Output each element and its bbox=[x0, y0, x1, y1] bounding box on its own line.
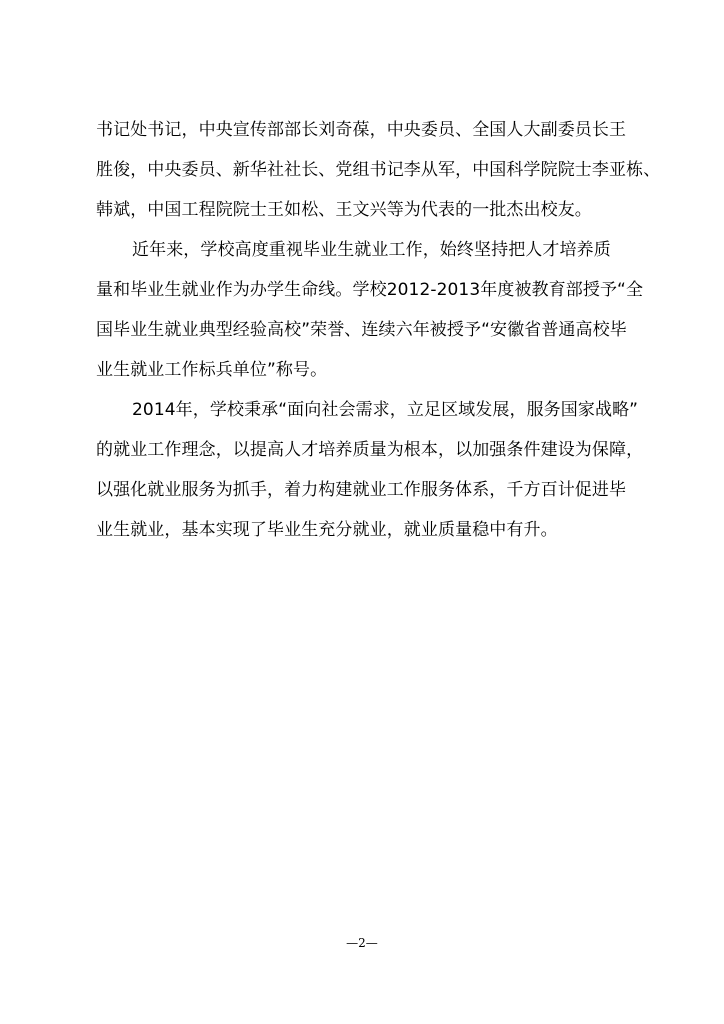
text-line: 的就业工作理念，以提高人才培养质量为根本，以加强条件建设为保障， bbox=[96, 440, 644, 460]
document-body bbox=[96, 110, 661, 550]
text-line: 业生就业工作标兵单位”称号。 bbox=[96, 360, 328, 380]
paragraph-employment-priority bbox=[96, 230, 644, 390]
text-line: 国毕业生就业典型经验高校”荣誉、连续六年被授予“安徽省普通高校毕 bbox=[96, 320, 627, 340]
page-number: —2— bbox=[346, 936, 378, 950]
text-line: 以强化就业服务为抓手，着力构建就业工作服务体系，千方百计促进毕 bbox=[96, 480, 627, 500]
paragraph-alumni bbox=[96, 110, 661, 230]
text-line: 量和毕业生就业作为办学生命线。学校2012-2013年度被教育部授予“全 bbox=[96, 280, 644, 300]
text-line: 近年来，学校高度重视毕业生就业工作，始终坚持把人才培养质 bbox=[132, 240, 611, 260]
text-line: 胜俊，中央委员、新华社社长、党组书记李从军，中国科学院院士李亚栋、 bbox=[96, 160, 661, 180]
text-line: 业生就业，基本实现了毕业生充分就业，就业质量稳中有升。 bbox=[96, 520, 558, 540]
text-line: 2014年，学校秉承“面向社会需求，立足区域发展，服务国家战略” bbox=[132, 400, 639, 420]
text-line: 韩斌，中国工程院院士王如松、王文兴等为代表的一批杰出校友。 bbox=[96, 200, 592, 220]
text-line: 书记处书记，中央宣传部部长刘奇葆，中央委员、全国人大副委员长王 bbox=[96, 120, 627, 140]
paragraph-2014-summary bbox=[96, 390, 644, 550]
